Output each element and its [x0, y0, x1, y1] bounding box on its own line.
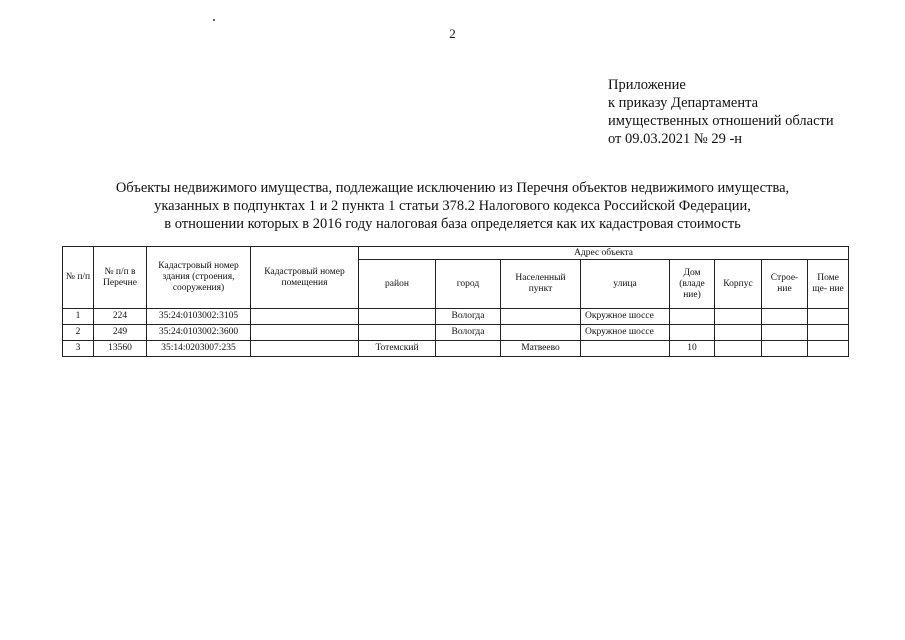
scan-speck	[213, 19, 215, 21]
header-korpus: Корпус	[715, 260, 762, 309]
appendix-block	[608, 76, 834, 148]
table-row	[63, 309, 849, 325]
header-num: № п/п	[63, 247, 94, 309]
cell-street: Окружное шоссе	[581, 325, 670, 341]
title-line: в отношении которых в 2016 году налоговая база определяется как их кадастровая стоимость	[164, 216, 741, 232]
cell-korpus	[715, 325, 762, 341]
cell-pomeshchenie	[808, 325, 849, 341]
header-district: район	[359, 260, 436, 309]
cell-korpus	[715, 341, 762, 357]
table-row	[63, 325, 849, 341]
cell-building-cadastral: 35:24:0103002:3105	[147, 309, 251, 325]
cell-room-cadastral	[251, 341, 359, 357]
header-stroenie: Строе- ние	[762, 260, 808, 309]
cell-district	[359, 309, 436, 325]
title-line: указанных в подпунктах 1 и 2 пункта 1 статьи 378.2 Налогового кодекса Российской Федерации,	[154, 198, 751, 214]
cell-house: 10	[670, 341, 715, 357]
cell-stroenie	[762, 341, 808, 357]
cell-room-cadastral	[251, 325, 359, 341]
cell-stroenie	[762, 325, 808, 341]
title-line: Объекты недвижимого имущества, подлежащие исключению из Перечня объектов недвижимого имущества,	[115, 180, 790, 196]
appendix-line: к приказу Департамента	[608, 95, 759, 111]
cell-street: Окружное шоссе	[581, 309, 670, 325]
cell-num: 1	[63, 309, 94, 325]
cell-house	[670, 309, 715, 325]
header-building-cadastral: Кадастровый номер здания (строения, сооружения)	[147, 247, 251, 309]
cell-list-num: 224	[94, 309, 147, 325]
cell-city	[436, 341, 501, 357]
cell-settlement	[501, 325, 581, 341]
header-list-num: № п/п в Перечне	[94, 247, 147, 309]
cell-house	[670, 325, 715, 341]
appendix-line: от 09.03.2021 № 29 -н	[608, 131, 743, 147]
table-row	[63, 341, 849, 357]
appendix-line: имущественных отношений области	[608, 113, 834, 129]
header-city: город	[436, 260, 501, 309]
cell-num: 3	[63, 341, 94, 357]
cell-district	[359, 325, 436, 341]
header-street: улица	[581, 260, 670, 309]
cell-num: 2	[63, 325, 94, 341]
cell-building-cadastral: 35:24:0103002:3600	[147, 325, 251, 341]
header-settlement: Населенный пункт	[501, 260, 581, 309]
cell-city: Вологда	[436, 325, 501, 341]
objects-table	[62, 246, 849, 357]
cell-building-cadastral: 35:14:0203007:235	[147, 341, 251, 357]
cell-street	[581, 341, 670, 357]
document-title	[0, 179, 905, 233]
cell-list-num: 13560	[94, 341, 147, 357]
header-room-cadastral: Кадастровый номер помещения	[251, 247, 359, 309]
cell-settlement	[501, 309, 581, 325]
header-house: Дом (владе ние)	[670, 260, 715, 309]
header-pomeshchenie: Поме ще- ние	[808, 260, 849, 309]
cell-korpus	[715, 309, 762, 325]
cell-district: Тотемский	[359, 341, 436, 357]
cell-city: Вологда	[436, 309, 501, 325]
cell-settlement: Матвеево	[501, 341, 581, 357]
cell-room-cadastral	[251, 309, 359, 325]
cell-pomeshchenie	[808, 309, 849, 325]
cell-stroenie	[762, 309, 808, 325]
header-address-group: Адрес объекта	[359, 247, 849, 260]
cell-pomeshchenie	[808, 341, 849, 357]
appendix-line: Приложение	[608, 77, 686, 93]
page-number: 2	[449, 26, 456, 41]
cell-list-num: 249	[94, 325, 147, 341]
